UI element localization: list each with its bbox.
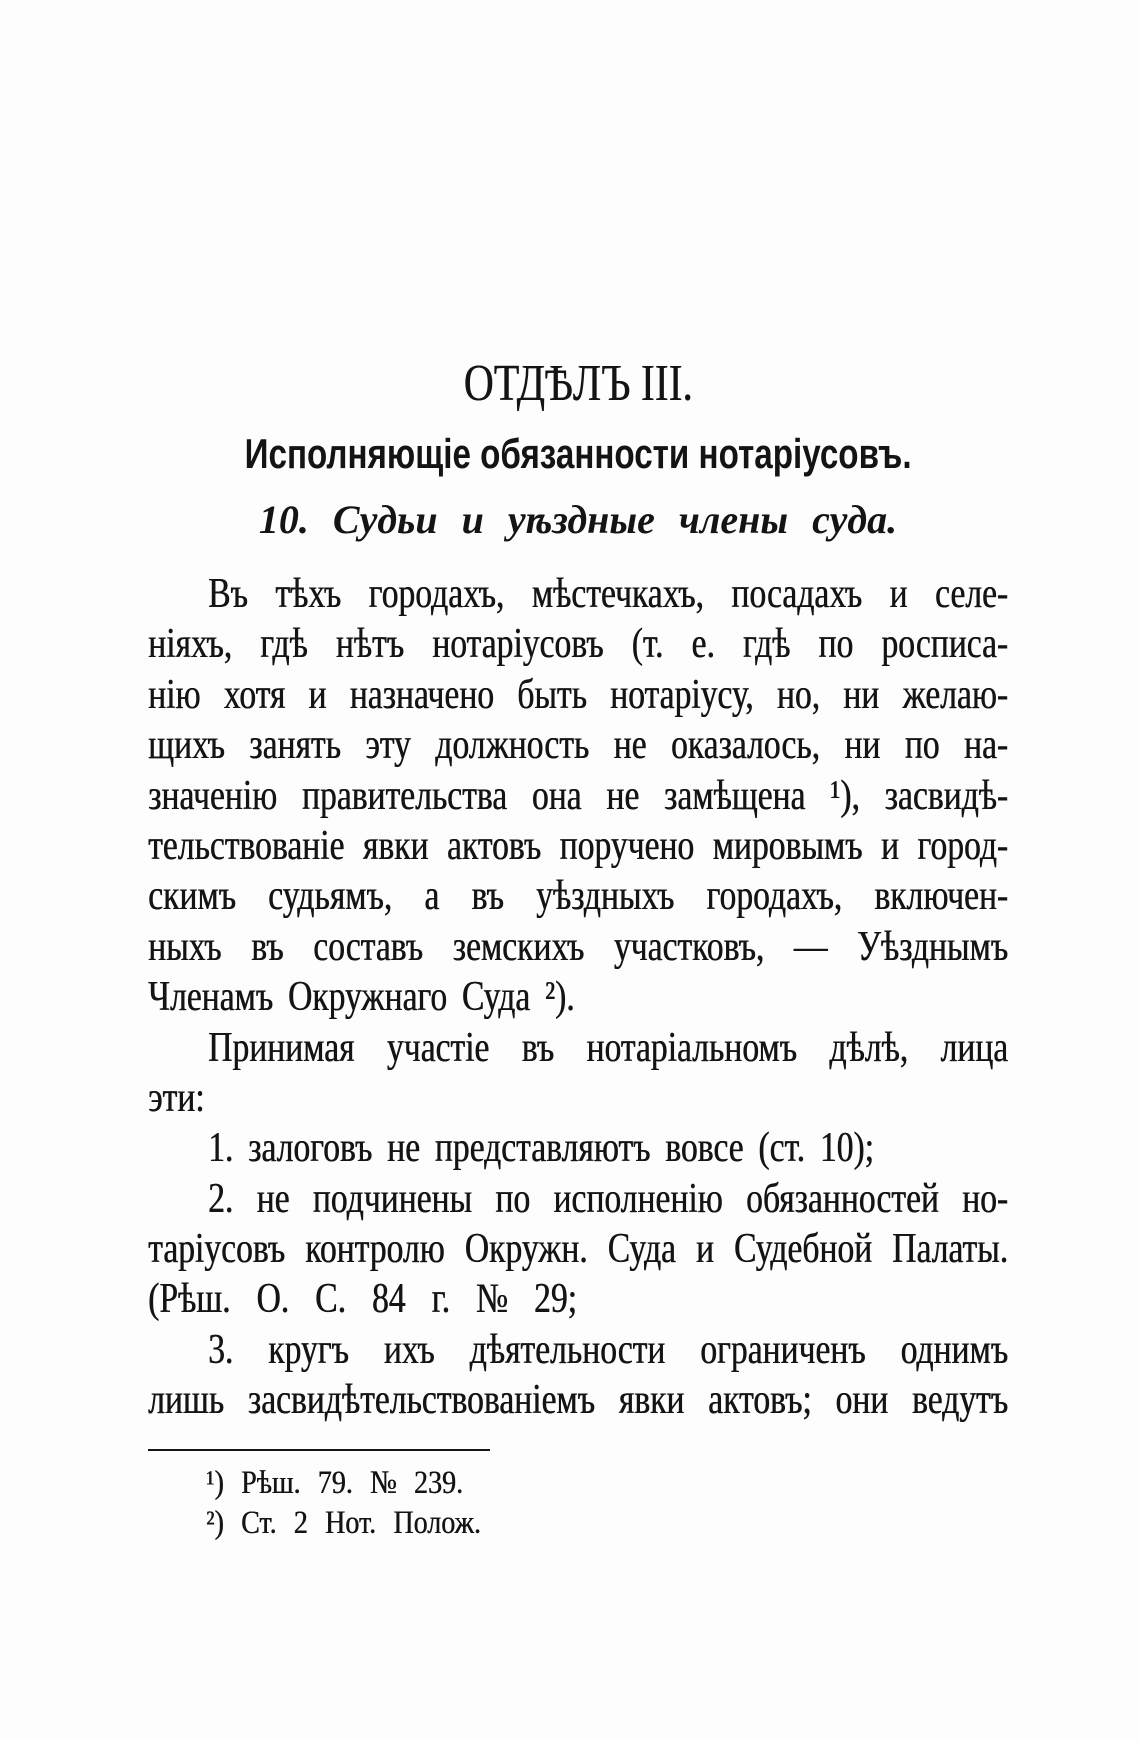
text-line: скимъ судьямъ, а въ уѣздныхъ городахъ, включен- — [148, 873, 1008, 920]
section-title — [148, 354, 1008, 414]
chapter-heading — [148, 492, 1008, 548]
text-line: Членамъ Окружнаго Суда ²). — [148, 974, 575, 1021]
text-line: лишь засвидѣтельствованіемъ явки актовъ; они ведутъ — [148, 1377, 1008, 1424]
footnote: ¹) Рѣш. 79. № 239. — [206, 1465, 463, 1501]
footnote-rule — [148, 1449, 490, 1451]
chapter-heading-text: 10. Судьи и уѣздные члены суда. — [258, 497, 898, 542]
footnote: ²) Ст. 2 Нот. Полож. — [206, 1505, 481, 1541]
section-subtitle-text: Исполняющіе обязанности нотаріусовъ. — [244, 430, 912, 477]
section-title-text: ОТДѢЛЪ III. — [463, 355, 693, 412]
list-item-2: 2. не подчинены по исполненію обязанностей но- — [208, 1175, 1008, 1222]
body-text — [148, 569, 1008, 1426]
text-line: щихъ занять эту должность не оказалось, ни по на- — [148, 722, 1008, 769]
text-line: (Рѣш. О. С. 84 г. № 29; — [148, 1276, 577, 1323]
text-line: таріусовъ контролю Окружн. Суда и Судебной Палаты. — [148, 1226, 1008, 1273]
text-line: эти: — [148, 1074, 205, 1121]
text-line: Въ тѣхъ городахъ, мѣстечкахъ, посадахъ и селе- — [208, 571, 1008, 617]
text-line: нію хотя и назначено быть нотаріусу, но, ни желаю- — [148, 671, 1008, 718]
section-subtitle — [148, 424, 1008, 484]
footnotes — [206, 1463, 626, 1543]
text-line: Принимая участіе въ нотаріальномъ дѣлѣ, лица — [208, 1024, 1008, 1071]
text-line: ныхъ въ составъ земскихъ участковъ, — Уѣзднымъ — [148, 923, 1008, 970]
text-line: тельствованіе явки актовъ поручено мировымъ и город- — [148, 822, 1008, 869]
text-line: значенію правительства она не замѣщена ¹), засвидѣ- — [148, 772, 1008, 819]
list-item-1: 1. залоговъ не представляютъ вовсе (ст. 10); — [208, 1125, 874, 1172]
text-line: ніяхъ, гдѣ нѣтъ нотаріусовъ (т. е. гдѣ по росписа- — [148, 621, 1008, 668]
list-item-3: 3. кругъ ихъ дѣятельности ограниченъ однимъ — [208, 1326, 1008, 1373]
